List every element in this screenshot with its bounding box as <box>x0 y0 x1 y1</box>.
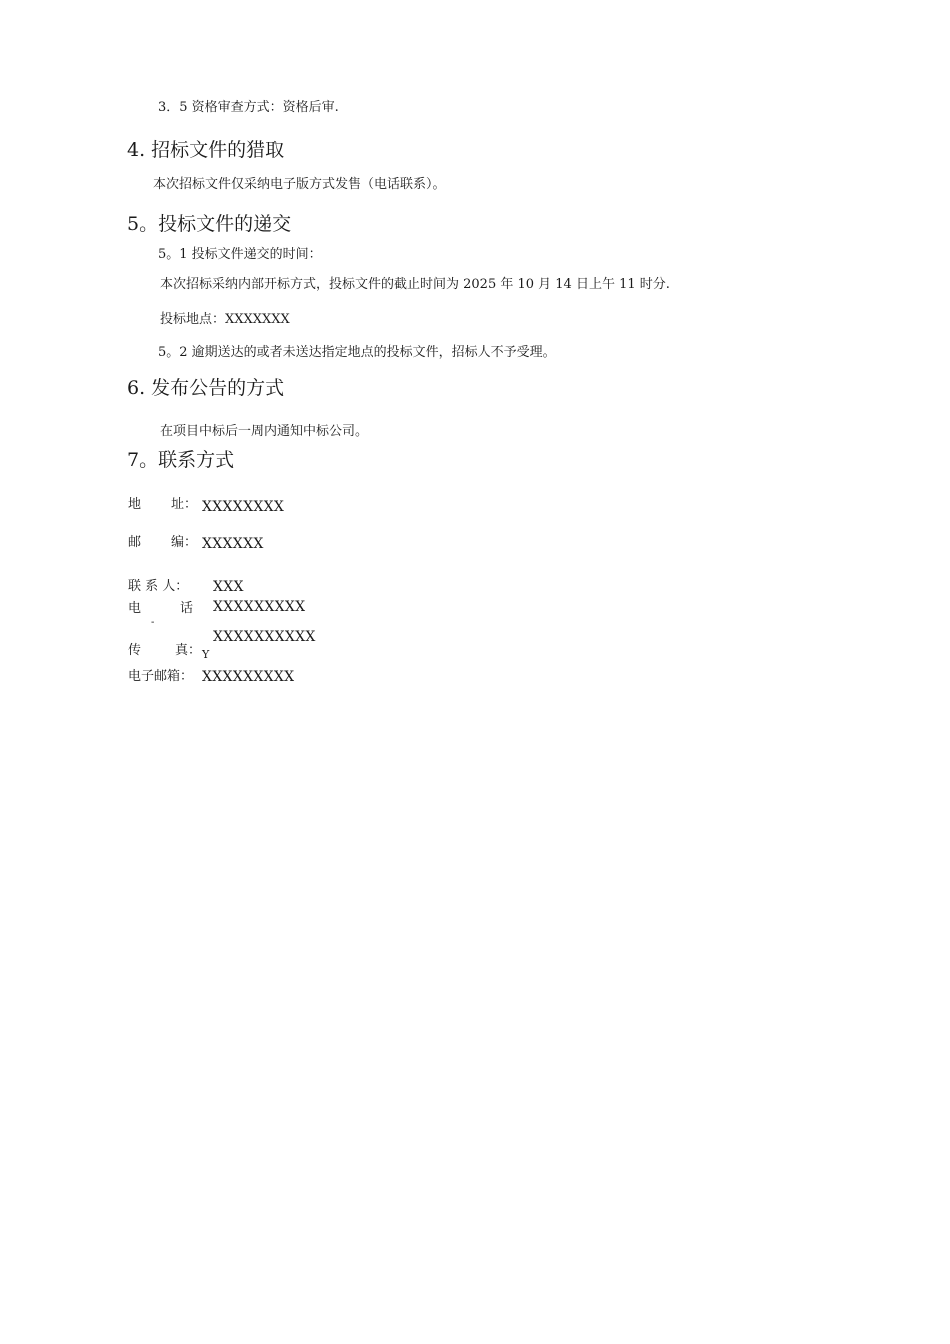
fax-value: XXXXXXXXXX <box>213 629 316 645</box>
address-label-char2: 址： <box>171 497 198 512</box>
heading-6-announcement: 6. 发布公告的方式 <box>127 377 285 399</box>
paragraph-6-notice: 在项目中标后一周内通知中标公司。 <box>160 424 369 439</box>
stray-dot-mark: - <box>151 617 155 628</box>
bid-location-value: XXXXXXX <box>225 312 290 327</box>
heading-5-bid-submission: 5。投标文件的递交 <box>127 213 292 235</box>
bid-location <box>160 313 290 326</box>
paragraph-4-sale-method: 本次招标文件仅采纳电子版方式发售（电话联系）。 <box>153 177 446 192</box>
address-label-char1: 地 <box>128 497 142 512</box>
postcode-label-char2: 编： <box>171 535 198 550</box>
contact-person-label: 联 系 人： <box>128 579 189 594</box>
postcode-label-char1: 邮 <box>128 535 142 550</box>
heading-7-contact: 7。联系方式 <box>127 449 235 471</box>
fax-label-char2: 真： <box>175 643 202 658</box>
email-label: 电子邮箱： <box>128 669 194 684</box>
fax-trailing-char: Y <box>202 648 210 661</box>
bid-location-label: 投标地点： <box>160 312 226 327</box>
contact-person-value: XXX <box>213 579 244 595</box>
heading-4-tender-docs: 4. 招标文件的猎取 <box>127 139 285 161</box>
phone-value: XXXXXXXXX <box>213 599 306 615</box>
address-value: XXXXXXXX <box>202 499 285 515</box>
fax-label-char1: 传 <box>128 643 142 658</box>
postcode-value: XXXXXX <box>202 536 264 552</box>
paragraph-5-1-deadline: 本次招标采纳内部开标方式，投标文件的截止时间为 2025 年 10 月 14 日上午 11 时分. <box>160 277 670 292</box>
email-value: XXXXXXXXX <box>202 669 295 685</box>
phone-label-char1: 电 <box>128 601 142 616</box>
section-5-1-title: 5。1 投标文件递交的时间： <box>158 247 322 262</box>
section-5-2-late-bids: 5。2 逾期送达的或者未送达指定地点的投标文件，招标人不予受理。 <box>158 345 556 360</box>
section-3-5-qualification: 3．5 资格审查方式：资格后审. <box>158 100 339 115</box>
phone-label-char2: 话 <box>180 601 194 616</box>
